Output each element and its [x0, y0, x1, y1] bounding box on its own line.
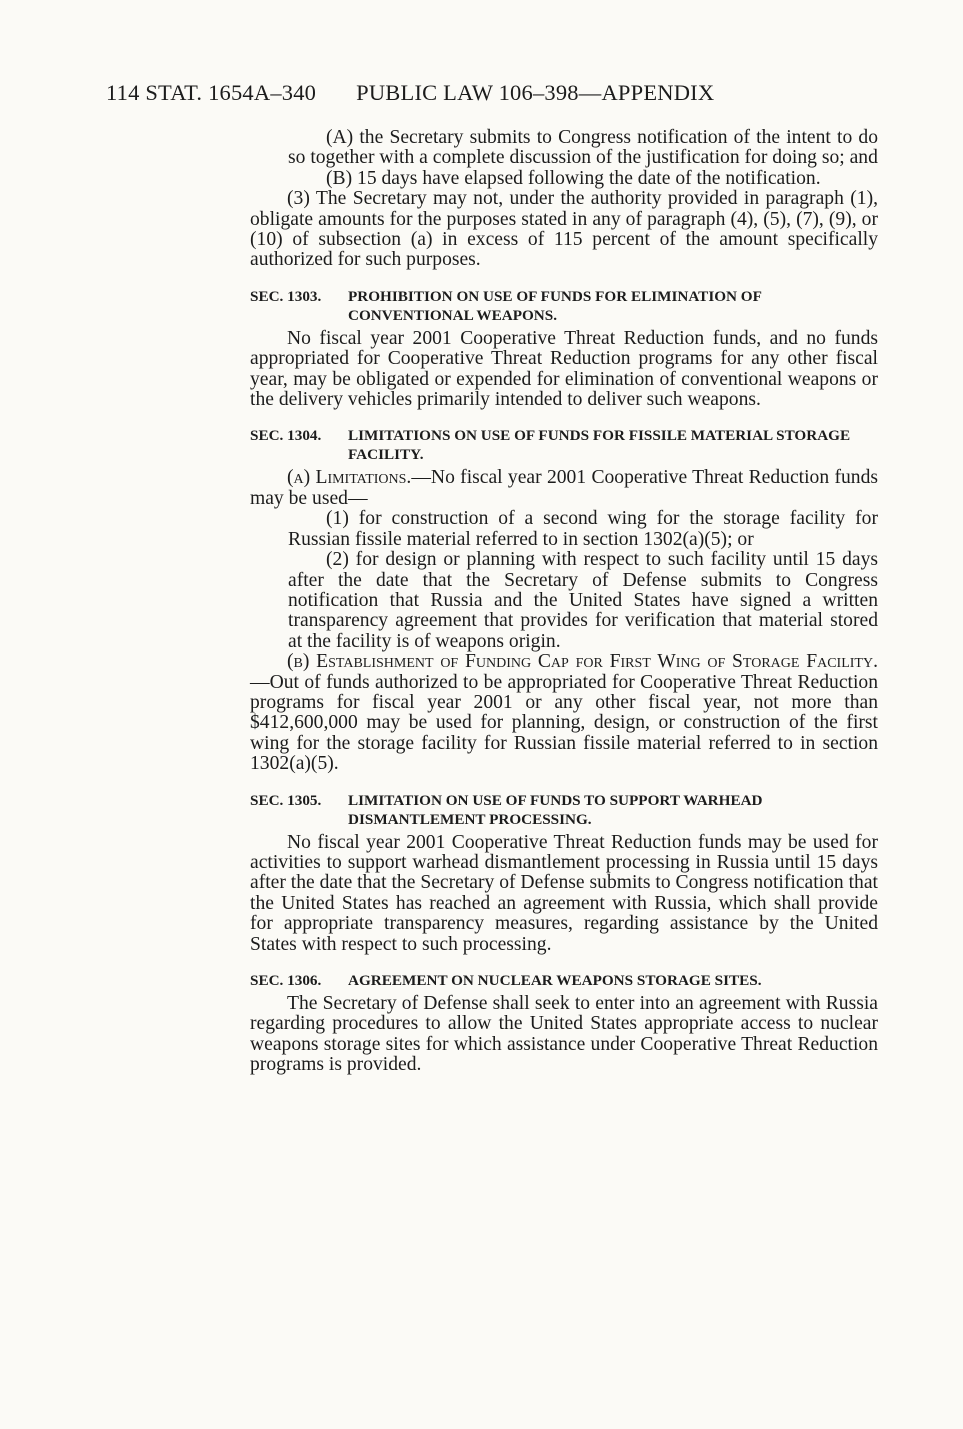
item-1: (1) for construction of a second wing for the storage facility for Russian fissile material referred to in section 1302(a)(5); or — [288, 508, 878, 550]
item-2: (2) for design or planning with respect to such facility until 15 days after the date that the Secretary of Defense submits to Congress notification that Russia and the United States have signed a written transparency agreement that provides for verification that material stored at the facility is of weapons origin. — [288, 549, 878, 652]
section-number: SEC. 1305. — [250, 791, 322, 809]
stat-citation: 114 STAT. 1654A–340 — [106, 80, 317, 105]
section-1303-text: No fiscal year 2001 Cooperative Threat Reduction funds, and no funds appropriated for Cooperative Threat Reduction programs for any other fiscal year, may be obligated or expended for elimination of conventional weapons or the delivery vehicles primarily intended to deliver such weapons. — [250, 327, 878, 411]
section-heading-1304 — [250, 426, 878, 464]
subsection-a-heading: (a) Limitations. — [287, 467, 412, 489]
page-header — [106, 80, 714, 106]
law-title: PUBLIC LAW 106–398—APPENDIX — [356, 80, 715, 105]
section-heading-1303 — [250, 287, 878, 325]
section-number: SEC. 1303. — [250, 287, 322, 305]
section-1305-text: No fiscal year 2001 Cooperative Threat Reduction funds may be used for activities to support warhead dismantlement processing in Russia until 15 days after the date that the Secretary of Defense submits to Congress notification that the United States has reached an agreement with Russia, which shall provide for appropriate transparency measures, regarding assistance by the United States with respect to such processing. — [250, 831, 878, 955]
section-number: SEC. 1306. — [250, 972, 322, 989]
subsection-a — [250, 468, 878, 509]
section-heading-1306 — [250, 971, 878, 990]
subsection-b-text: —Out of funds authorized to be appropriated for Cooperative Threat Reduction programs for fiscal year 2001 or any other fiscal year, not more than $412,600,000 may be used for planning, design, or construction of the first wing for the storage facility for Russian fissile material referred to in section 1302(a)(5). — [250, 671, 878, 775]
document-body — [250, 128, 878, 1076]
paragraph-b: (B) 15 days have elapsed following the date of the notification. — [326, 167, 821, 189]
section-number: SEC. 1304. — [250, 427, 322, 445]
subsection-a-text: —No fiscal year 2001 Cooperative Threat Reduction funds may be used— — [250, 467, 878, 509]
subsection-b-heading: (b) Establishment of Funding Cap for First Wing of Storage Facility. — [287, 651, 878, 673]
paragraph-3: (3) The Secretary may not, under the authority provided in paragraph (1), obligate amounts for the purposes stated in any of paragraph (4), (5), (7), (9), or (10) of subsection (a) in excess of 115 percent of the amount specifically authorized for such purposes. — [250, 188, 878, 271]
section-title: LIMITATIONS ON USE OF FUNDS FOR FISSILE MATERIAL STORAGE FACILITY. — [348, 427, 851, 464]
section-title: PROHIBITION ON USE OF FUNDS FOR ELIMINATION OF CONVENTIONAL WEAPONS. — [348, 287, 762, 324]
section-title: AGREEMENT ON NUCLEAR WEAPONS STORAGE SITES. — [348, 972, 762, 989]
subsection-b — [250, 652, 878, 774]
section-heading-1305 — [250, 791, 878, 829]
section-1306-text: The Secretary of Defense shall seek to enter into an agreement with Russia regarding procedures to allow the United States appropriate access to nuclear weapons storage sites for which assistance under Cooperative Threat Reduction programs is provided. — [250, 993, 878, 1076]
section-title: LIMITATION ON USE OF FUNDS TO SUPPORT WARHEAD DISMANTLEMENT PROCESSING. — [348, 791, 763, 828]
paragraph-a: (A) the Secretary submits to Congress notification of the intent to do so together with a complete discussion of the justification for doing so; and — [288, 127, 878, 169]
